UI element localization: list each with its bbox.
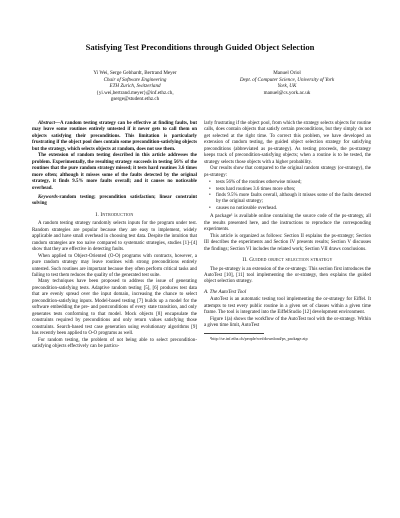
abstract-lead: Abstract — [38, 121, 56, 126]
author-name: Manuel Oriol — [273, 70, 301, 76]
author-emails: {yi.wei,bertrand.meyer}@inf.ethz.ch, — [96, 89, 174, 96]
list-item: • causes no noticeable overhead. — [216, 206, 371, 212]
body-paragraph-continued: larly frustrating if the object pool, from which the strategy selects objects for routine calls, does contain objects that satisfy certain preconditions, but they simply do not get selected at the right time. To correct this problem, we have developed an extension of random testing, the guided object selection strategy for satisfying preconditions (abbreviated as ps-strategy). As testing proceeds, the ps-strategy keeps track of precondition-satisfying objects; when a routine is to be tested, the strategy selects those objects with a higher probability. — [204, 121, 372, 165]
author-email-student: gserge@student.ethz.ch — [110, 96, 160, 102]
right-column — [204, 121, 371, 341]
keywords-text: -random testing; precondition satisfaction; linear constraint solving — [32, 194, 197, 207]
author-affiliation: Dept. of Computer Science, University of York — [239, 76, 335, 83]
section-heading-introduction: I. Introduction — [95, 211, 134, 218]
intro-paragraph-2: When applied to Object-Oriented (O-O) programs with contracts, however, a pure random strategy may leave routines with strong preconditions entirely untested. Such routines are important because they often perform critical tasks and failing to test them reduces the quality of the generated test suite. — [32, 253, 197, 278]
body-paragraph-package: A package¹ is available online containing the source code of the ps-strategy, all the results presented here, and the instructions to reproduce the corresponding experiments. — [204, 214, 371, 233]
intro-paragraph-3: Many techniques have been proposed to address the issue of generating precondition-satisfying tests. Adaptive random testing [5], [6] produces test data that are evenly spread over the input domain, increasing the chance to select precondition-satisfying inputs. Model-based testing [7] builds up a model for the software embedding the pre- and postconditions of every state transition, and only generates tests conforming to that model. Mock objects [8] encapsulate the constraints required by preconditions and only return values satisfying those constraints. Search-based test case generation using evolutionary algorithms [9] has recently been applied to O-O programs as well. — [32, 279, 197, 337]
subsection-heading-autotest: A. The AutoTest Tool — [204, 288, 247, 295]
keywords-lead: Keywords — [38, 194, 58, 200]
list-item: • finds 9.5% more faults overall, although it misses some of the faults detected by the original strategy; — [216, 193, 371, 206]
abstract-text: —A random testing strategy can be effective at finding faults, but may leave some routines entirely untested if it never gets to call them on objects satisfying their preconditions. This limitation is particularly frustrating if the object pool does contain some precondition-satisfying objects but the strategy, which selects objects at random, does not use them. — [32, 121, 197, 152]
paper-title: Satisfying Test Preconditions through Guided Object Selection — [85, 42, 315, 52]
body-paragraph-results: Our results show that compared to the original random strategy (or-strategy), the ps-strategy: — [204, 166, 371, 178]
intro-paragraph-4: For random testing, the problem of not being able to select precondition-satisfying objects effectively can be particu- — [32, 337, 197, 349]
footnote: ¹http://se.inf.ethz.ch/people/wei/download/ps_package.zip — [210, 335, 308, 341]
footnote-divider — [204, 333, 264, 334]
left-column — [32, 121, 197, 350]
list-item: • tests hard routines 3.6 times more often; — [216, 187, 371, 193]
list-item: • tests 56% of the routines otherwise missed; — [216, 180, 371, 186]
autotest-paragraph-2: Figure 1(a) shows the workflow of the AutoTest tool with the or-strategy. Within a given time limit, AutoTest — [204, 316, 371, 329]
author-block-eth — [60, 70, 210, 103]
body-paragraph-organization: This article is organized as follows: Section II explains the ps-strategy; Section III describes the experiments and Section IV presents results; Section V discusses the findings; Section VI includes the related work; Section VII draws conclusions. — [204, 233, 371, 252]
author-affiliation: Chair of Software Engineering — [103, 76, 167, 83]
abstract-paragraph-2: The extension of random testing described in this article addresses the problem. Experimentally, the resulting strategy succeeds in testing 56% of the routines that the pure random strategy missed; it tests hard routines 3.6 times more often; although it misses some of the faults detected by the original strategy, it finds 9.5% more faults overall; and it causes no noticeable overhead. — [32, 153, 197, 191]
author-institution: ETH Zurich, Switzerland — [109, 83, 161, 89]
section2-paragraph-1: The ps-strategy is an extension of the or-strategy. This section first introduces the AutoTest [10], [11] tool implementing the or-strategy, then explains the guided object selection strategy. — [204, 266, 371, 285]
intro-paragraph-1: A random testing strategy randomly selects inputs for the program under test. Random strategies are popular because they are easy to implement, widely applicable and have small overhead in choosing test data. Despite the intuition that random strategies are too naive compared to systematic strategies, studies [1]–[4] show that they are effective in detecting faults. — [32, 221, 197, 253]
abstract-paragraph — [32, 121, 197, 153]
author-email: manuel@cs.york.ac.uk — [263, 89, 311, 96]
author-names: Yi Wei, Serge Gebhardt, Bertrand Meyer — [93, 70, 177, 76]
author-block-york — [232, 70, 342, 96]
section-heading-guided-selection: II. Guided object selection strategy — [242, 257, 333, 264]
author-institution: York, UK — [277, 83, 297, 89]
autotest-paragraph-1: AutoTest is an automatic testing tool implementing the or-strategy for Eiffel. It attempts to test every public routine in a given set of classes within a given time frame. The tool is integrated into the EiffelStudio [12] development environment. — [204, 297, 371, 316]
keywords — [32, 195, 197, 208]
results-list — [204, 180, 371, 212]
